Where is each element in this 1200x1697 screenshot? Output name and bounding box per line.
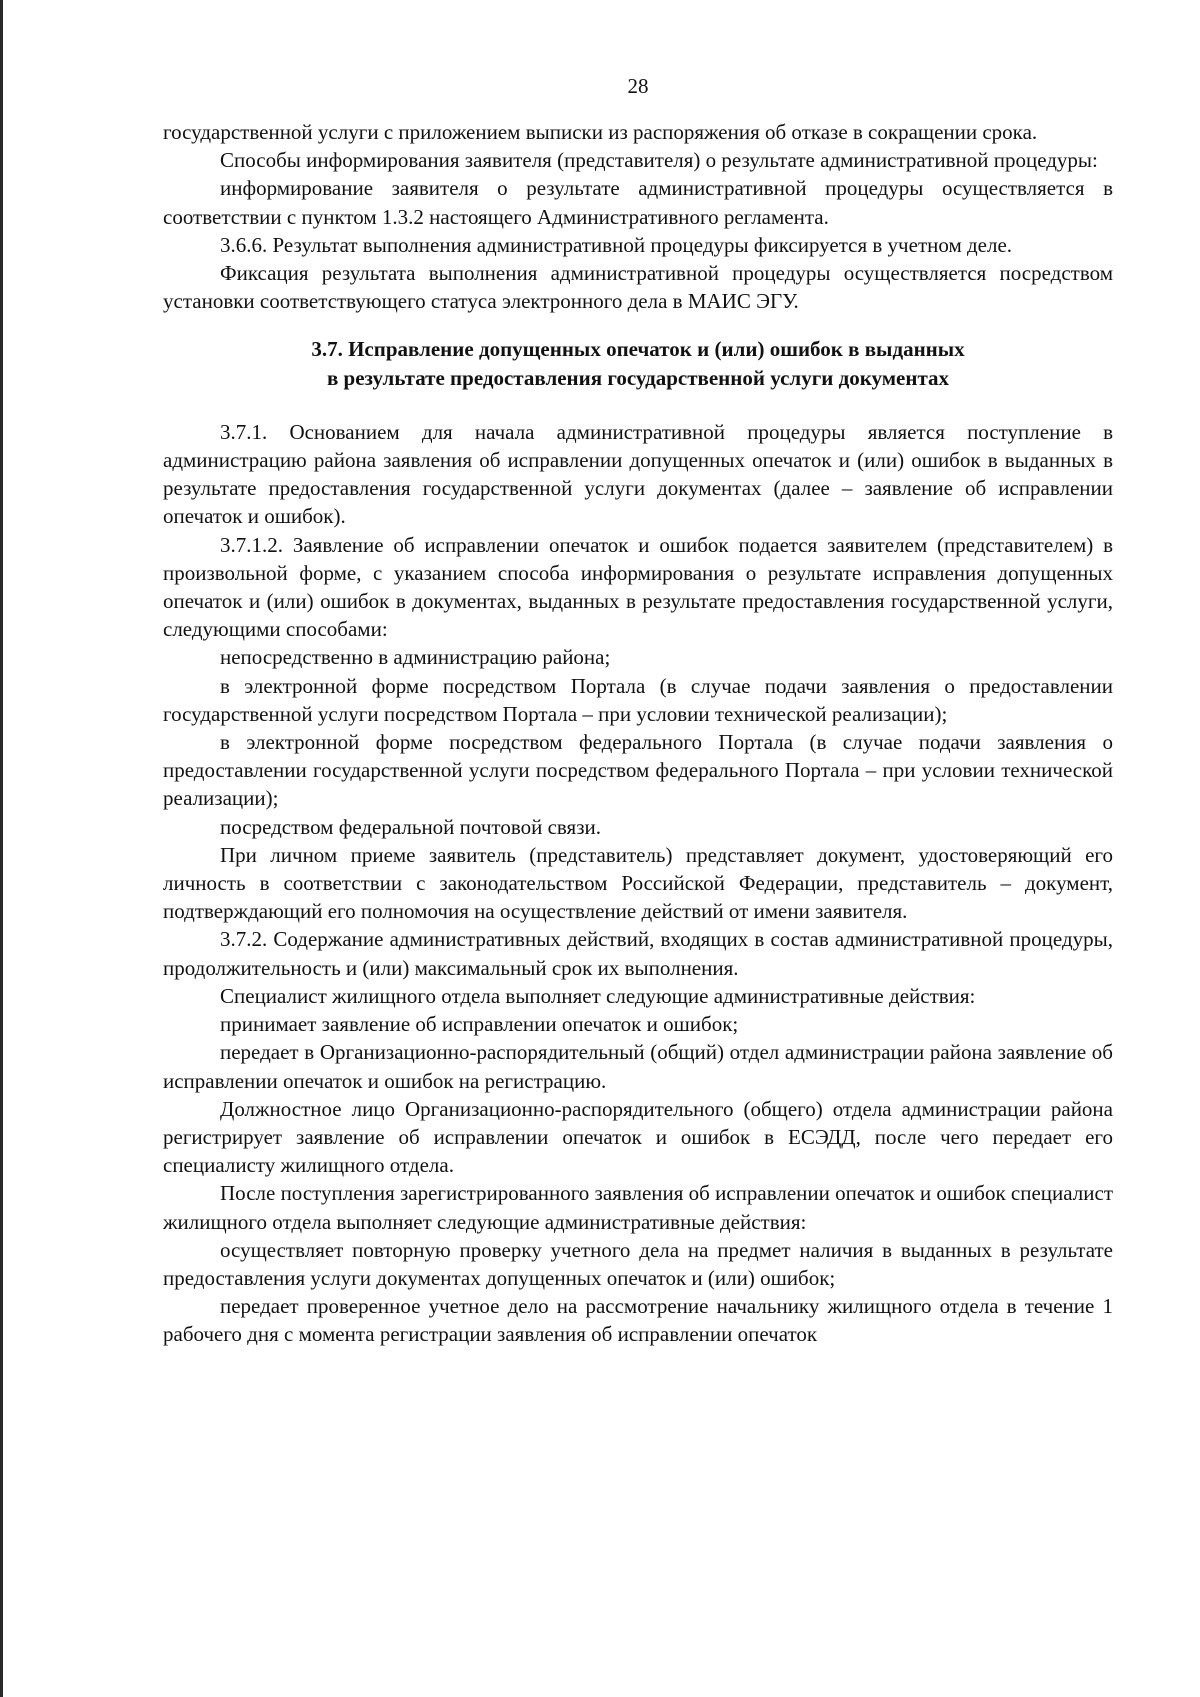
list-item-accepts: принимает заявление об исправлении опечаток и ошибок; — [220, 1012, 739, 1037]
list-item-transfers-registration: передает в Организационно-распорядительный (общий) отдел администрации района заявление об исправлении опечаток и ошибок на регистрацию. — [163, 1040, 1113, 1093]
paragraph-continuation: государственной услуги с приложением выписки из распоряжения об отказе в сокращении срока. — [163, 120, 1038, 144]
section-heading-line-1: 3.7. Исправление допущенных опечаток и (или) ошибок в выданных — [311, 337, 965, 362]
paragraph-informing-methods: Способы информирования заявителя (представителя) о результате административной процедуры: — [220, 148, 1098, 173]
list-item-direct: непосредственно в администрацию района; — [220, 645, 611, 670]
scan-left-edge — [0, 0, 3, 1697]
list-item-repeat-check: осуществляет повторную проверку учетного дела на предмет наличия в выданных в результате предоставления услуги документах допущенных опечаток и (или) ошибок; — [163, 1237, 1113, 1290]
paragraph-3-7-1: 3.7.1. Основанием для начала административной процедуры является поступление в администрацию района заявления об исправлении допущенных опечаток и (или) ошибок в выданных в результате предоставления государственной услуги документах (далее – заявление об исправлении опечаток и ошибок). — [163, 419, 1113, 529]
paragraph-after-registration: После поступления зарегистрированного заявления об исправлении опечаток и ошибок специалист жилищного отдела выполняет следующие административные действия: — [163, 1181, 1113, 1234]
list-item-postal: посредством федеральной почтовой связи. — [220, 814, 601, 839]
paragraph-personal-reception: При личном приеме заявитель (представитель) представляет документ, удостоверяющий его личность в соответствии с законодательством Российской Федерации, представитель – документ, подтверждающий его полномочия на осуществление действий от имени заявителя. — [163, 842, 1113, 924]
page-number: 28 — [627, 74, 649, 98]
list-item-portal: в электронной форме посредством Портала (в случае подачи заявления о предоставлении государственной услуги посредством Портала – при условии технической реализации); — [163, 673, 1113, 726]
list-item-federal-portal: в электронной форме посредством федерального Портала (в случае подачи заявления о предоставлении государственной услуги посредством федерального Портала – при условии технической реализации); — [163, 730, 1113, 811]
paragraph-specialist-actions: Специалист жилищного отдела выполняет следующие административные действия: — [220, 983, 976, 1008]
paragraph-official-registers: Должностное лицо Организационно-распорядительного (общего) отдела администрации района регистрирует заявление об исправлении опечаток и ошибок в ЕСЭДД, после чего передает его специалисту жилищного отдела. — [163, 1096, 1113, 1178]
paragraph-3-6-6: 3.6.6. Результат выполнения административной процедуры фиксируется в учетном деле. — [220, 232, 1013, 257]
list-item-transfer-to-head: передает проверенное учетное дело на рассмотрение начальнику жилищного отдела в течение 1 рабочего дня с момента регистрации заявления об исправлении опечаток — [163, 1294, 1113, 1347]
section-heading-3-7 — [163, 335, 1113, 391]
paragraph-informing-procedure: информирование заявителя о результате административной процедуры осуществляется в соответствии с пунктом 1.3.2 настоящего Административного регламента. — [163, 176, 1113, 229]
paragraph-3-7-2: 3.7.2. Содержание административных действий, входящих в состав административной процедуры, продолжительность и (или) максимальный срок их выполнения. — [163, 927, 1113, 980]
section-heading-line-2: в результате предоставления государственной услуги документах — [326, 365, 950, 390]
paragraph-3-7-1-2: 3.7.1.2. Заявление об исправлении опечаток и ошибок подается заявителем (представителем) в произвольной форме, с указанием способа информирования о результате исправления допущенных опечаток и (или) ошибок в документах, выданных в результате предоставления государственной услуги, следующими способами: — [163, 532, 1113, 642]
document-page — [163, 72, 1113, 1349]
paragraph-result-fixation: Фиксация результата выполнения административной процедуры осуществляется посредством установки соответствующего статуса электронного дела в МАИС ЭГУ. — [163, 261, 1113, 314]
